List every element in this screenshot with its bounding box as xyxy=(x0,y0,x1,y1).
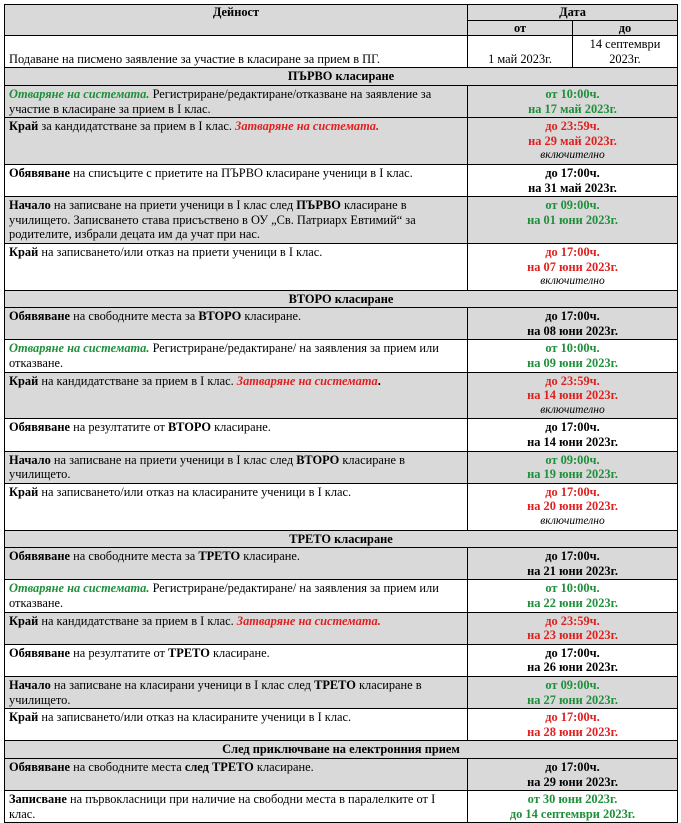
activity-emphasis: ВТОРО xyxy=(198,309,242,324)
date-line-2: на 27 юни 2023г. xyxy=(527,692,618,707)
schedule-document xyxy=(4,4,677,823)
section-header xyxy=(5,741,678,759)
date-cell xyxy=(468,85,678,117)
section-title: ТРЕТО класиране xyxy=(5,530,678,548)
activity-emphasis: ТРЕТО xyxy=(314,677,356,692)
date-line-2: на 31 май 2023г. xyxy=(528,180,617,195)
activity-emphasis: ТРЕТО xyxy=(168,645,210,660)
schedule-row xyxy=(5,612,678,644)
system-closing-note: Затваряне на системата. xyxy=(236,613,381,628)
activity-lead: Отваряне на системата. xyxy=(9,86,150,101)
date-line-1: до 17:00ч. xyxy=(545,165,600,180)
date-line-2: на 09 юни 2023г. xyxy=(527,356,618,371)
activity-lead: Начало xyxy=(9,452,51,467)
inclusive-note: включително xyxy=(540,275,605,288)
activity-text-cont: класиране. xyxy=(240,549,301,564)
activity-cell xyxy=(5,676,468,708)
inclusive-note: включително xyxy=(540,515,605,527)
activity-cell xyxy=(5,483,468,530)
activity-lead: Край xyxy=(9,244,39,259)
date-line-2: на 29 май 2023г. xyxy=(528,133,617,148)
pg-application-text: Подаване на писмено заявление за участие в класиране за прием в ПГ. xyxy=(5,36,468,68)
date-cell xyxy=(468,483,678,530)
activity-text: на записване на класирани ученици в I клас след xyxy=(50,677,315,692)
schedule-row xyxy=(5,758,678,790)
activity-cell xyxy=(5,118,468,165)
date-line-2: на 29 юни 2023г. xyxy=(527,774,618,789)
date-line-2: на 14 юни 2023г. xyxy=(527,435,618,450)
activity-text: на свободните места за xyxy=(70,549,199,564)
activity-text: Регистриране/редактиране/отказване на заявление за участие в класиране за прием в I клас. xyxy=(9,86,432,116)
activity-cell xyxy=(5,758,468,790)
date-line-2: на 14 юни 2023г. xyxy=(527,388,618,403)
admission-schedule-table xyxy=(4,4,678,823)
schedule-row xyxy=(5,372,678,419)
schedule-row xyxy=(5,644,678,676)
date-line-1: до 23:59ч. xyxy=(545,613,600,628)
activity-emphasis: ВТОРО xyxy=(296,452,340,467)
schedule-row xyxy=(5,451,678,483)
activity-text-cont: класиране в училището. xyxy=(9,677,422,707)
activity-text: на записването/или отказ на класираните ученици в I клас. xyxy=(38,710,352,725)
activity-lead: Край xyxy=(9,710,39,725)
inclusive-note: включително xyxy=(540,149,605,162)
date-line-1: от 09:00ч. xyxy=(545,452,600,467)
date-line-1: до 17:00ч. xyxy=(545,759,600,774)
schedule-row xyxy=(5,118,678,165)
activity-text: на записването/или отказ на приети ученици в I клас. xyxy=(38,244,323,259)
date-cell xyxy=(468,451,678,483)
activity-lead: Начало xyxy=(9,198,51,213)
system-closing-note: Затваряне на системата. xyxy=(235,119,380,134)
activity-cell xyxy=(5,419,468,451)
activity-cell xyxy=(5,197,468,244)
activity-text: за кандидатстване за прием в I клас. xyxy=(38,119,236,134)
activity-text: на записването/или отказ на класираните ученици в I клас. xyxy=(38,484,352,499)
header-to: до xyxy=(573,20,678,36)
schedule-row xyxy=(5,243,678,290)
date-line-2: на 22 юни 2023г. xyxy=(527,595,618,610)
date-line-1: от 09:00ч. xyxy=(545,677,600,692)
date-line-1: от 10:00ч. xyxy=(545,581,600,596)
activity-cell xyxy=(5,85,468,117)
activity-text-cont: класиране. xyxy=(241,309,302,324)
section-title: След приключване на електронния прием xyxy=(5,741,678,759)
schedule-row xyxy=(5,85,678,117)
date-line-2: на 28 юни 2023г. xyxy=(527,724,618,739)
activity-lead: Отваряне на системата. xyxy=(9,341,150,356)
date-line-1: до 17:00ч. xyxy=(545,484,600,499)
activity-emphasis: ТРЕТО xyxy=(198,549,241,564)
date-line-1: от 09:00ч. xyxy=(545,198,600,213)
activity-text: на свободните места за xyxy=(70,309,199,324)
date-line-2: до 14 септември 2023г. xyxy=(509,806,636,821)
activity-cell xyxy=(5,451,468,483)
activity-cell xyxy=(5,372,468,419)
date-line-2: на 17 май 2023г. xyxy=(528,101,617,116)
date-line-2: на 23 юни 2023г. xyxy=(527,628,618,643)
activity-cell xyxy=(5,791,468,823)
activity-lead: Обявяване xyxy=(9,549,70,564)
date-cell xyxy=(468,791,678,823)
activity-lead: Обявяване xyxy=(9,420,70,435)
schedule-row xyxy=(5,164,678,196)
activity-emphasis: ПЪРВО xyxy=(296,198,341,213)
date-cell xyxy=(468,548,678,580)
activity-text-cont: класиране. xyxy=(210,420,271,435)
section-header xyxy=(5,530,678,548)
date-line-1: до 17:00ч. xyxy=(545,244,600,259)
activity-cell xyxy=(5,580,468,612)
date-line-1: до 23:59ч. xyxy=(545,373,600,388)
header-action: Дейност xyxy=(5,5,468,36)
activity-text-cont: класиране. xyxy=(209,645,270,660)
date-cell xyxy=(468,676,678,708)
date-line-1: от 10:00ч. xyxy=(545,86,600,101)
date-line-2: на 20 юни 2023г. xyxy=(527,499,618,514)
activity-text: на записване на приети ученици в I клас след xyxy=(50,198,297,213)
schedule-row xyxy=(5,197,678,244)
date-line-1: до 17:00ч. xyxy=(545,645,600,660)
date-line-1: от 30 юни 2023г. xyxy=(527,792,618,807)
activity-lead: Начало xyxy=(9,677,51,692)
activity-text: на кандидатстване за прием в I клас. xyxy=(38,373,237,388)
date-cell xyxy=(468,308,678,340)
date-line-1: до 17:00ч. xyxy=(545,309,600,324)
schedule-row xyxy=(5,340,678,372)
date-cell xyxy=(468,758,678,790)
schedule-row xyxy=(5,676,678,708)
activity-lead: Край xyxy=(9,119,39,134)
activity-cell xyxy=(5,548,468,580)
system-closing-note: Затваряне на системата xyxy=(236,373,378,388)
activity-text: на резултатите от xyxy=(70,420,168,435)
activity-lead: Обявяване xyxy=(9,645,70,660)
activity-text-cont: класиране в училището. xyxy=(9,452,405,482)
activity-text: Регистриране/редактиране/ на заявления за прием или отказване. xyxy=(9,581,439,610)
activity-text: на кандидатстване за прием в I клас. xyxy=(38,613,237,628)
schedule-row xyxy=(5,791,678,823)
pg-application-from: 1 май 2023г. xyxy=(468,36,573,68)
date-cell xyxy=(468,419,678,451)
pg-application-row xyxy=(5,36,678,68)
activity-text-cont: класиране. xyxy=(253,759,314,774)
date-line-2: на 21 юни 2023г. xyxy=(527,563,618,578)
date-line-1: до 17:00ч. xyxy=(545,549,600,564)
header-date: Дата xyxy=(468,5,678,21)
activity-cell xyxy=(5,709,468,741)
activity-text: на свободните места xyxy=(70,759,185,774)
schedule-row xyxy=(5,483,678,530)
date-line-1: до 17:00ч. xyxy=(545,710,600,725)
schedule-row xyxy=(5,419,678,451)
activity-text: на резултатите от xyxy=(70,645,168,660)
activity-cell xyxy=(5,164,468,196)
date-line-2: на 08 юни 2023г. xyxy=(527,323,618,338)
date-cell xyxy=(468,118,678,165)
activity-text: на първокласници при наличие на свободни места в паралелките от I клас. xyxy=(9,792,436,821)
date-cell xyxy=(468,644,678,676)
activity-text: на записване на приети ученици в I клас след xyxy=(50,452,297,467)
inclusive-note: включително xyxy=(540,403,605,416)
section-title: ПЪРВО класиране xyxy=(5,68,678,86)
date-line-2: на 19 юни 2023г. xyxy=(527,467,618,482)
schedule-row xyxy=(5,709,678,741)
section-title: ВТОРО класиране xyxy=(5,290,678,308)
date-cell xyxy=(468,197,678,244)
section-header xyxy=(5,290,678,308)
date-cell xyxy=(468,580,678,612)
activity-cell xyxy=(5,644,468,676)
date-cell xyxy=(468,709,678,741)
activity-cell xyxy=(5,340,468,372)
activity-lead: Край xyxy=(9,613,39,628)
schedule-row xyxy=(5,548,678,580)
activity-text: Регистриране/редактиране/ на заявления за прием или отказване. xyxy=(9,341,439,371)
activity-lead: Край xyxy=(9,484,39,499)
schedule-row xyxy=(5,308,678,340)
activity-text-cont: класиране в училището. Записването става присъствено в ОУ „Св. Патриарх Евтимий“ за родителите, избрали децата им да учат при нас. xyxy=(9,198,416,242)
date-line-1: до 23:59ч. xyxy=(545,119,600,134)
activity-lead: Обявяване xyxy=(9,309,70,324)
activity-lead: Обявяване xyxy=(9,759,70,774)
activity-text: на списъците с приетите на ПЪРВО класиране ученици в I клас. xyxy=(70,165,413,180)
activity-text-end: . xyxy=(377,373,381,388)
date-cell xyxy=(468,372,678,419)
date-cell xyxy=(468,164,678,196)
date-line-1: до 17:00ч. xyxy=(545,420,600,435)
activity-emphasis: ВТОРО xyxy=(168,420,211,435)
date-line-1: от 10:00ч. xyxy=(545,341,600,356)
activity-lead: Обявяване xyxy=(9,165,70,180)
activity-lead: Отваряне на системата. xyxy=(9,581,150,596)
section-header xyxy=(5,68,678,86)
activity-cell xyxy=(5,243,468,290)
date-line-2: на 07 юни 2023г. xyxy=(527,259,618,274)
activity-lead: Записване xyxy=(9,792,67,807)
date-line-2: на 26 юни 2023г. xyxy=(527,660,618,675)
date-line-2: на 01 юни 2023г. xyxy=(527,212,618,227)
activity-lead: Край xyxy=(9,373,39,388)
pg-application-to: 14 септември 2023г. xyxy=(573,36,678,68)
activity-cell xyxy=(5,308,468,340)
date-cell xyxy=(468,340,678,372)
header-from: от xyxy=(468,20,573,36)
date-cell xyxy=(468,243,678,290)
activity-cell xyxy=(5,612,468,644)
date-cell xyxy=(468,612,678,644)
activity-emphasis: след ТРЕТО xyxy=(184,759,254,774)
schedule-row xyxy=(5,580,678,612)
